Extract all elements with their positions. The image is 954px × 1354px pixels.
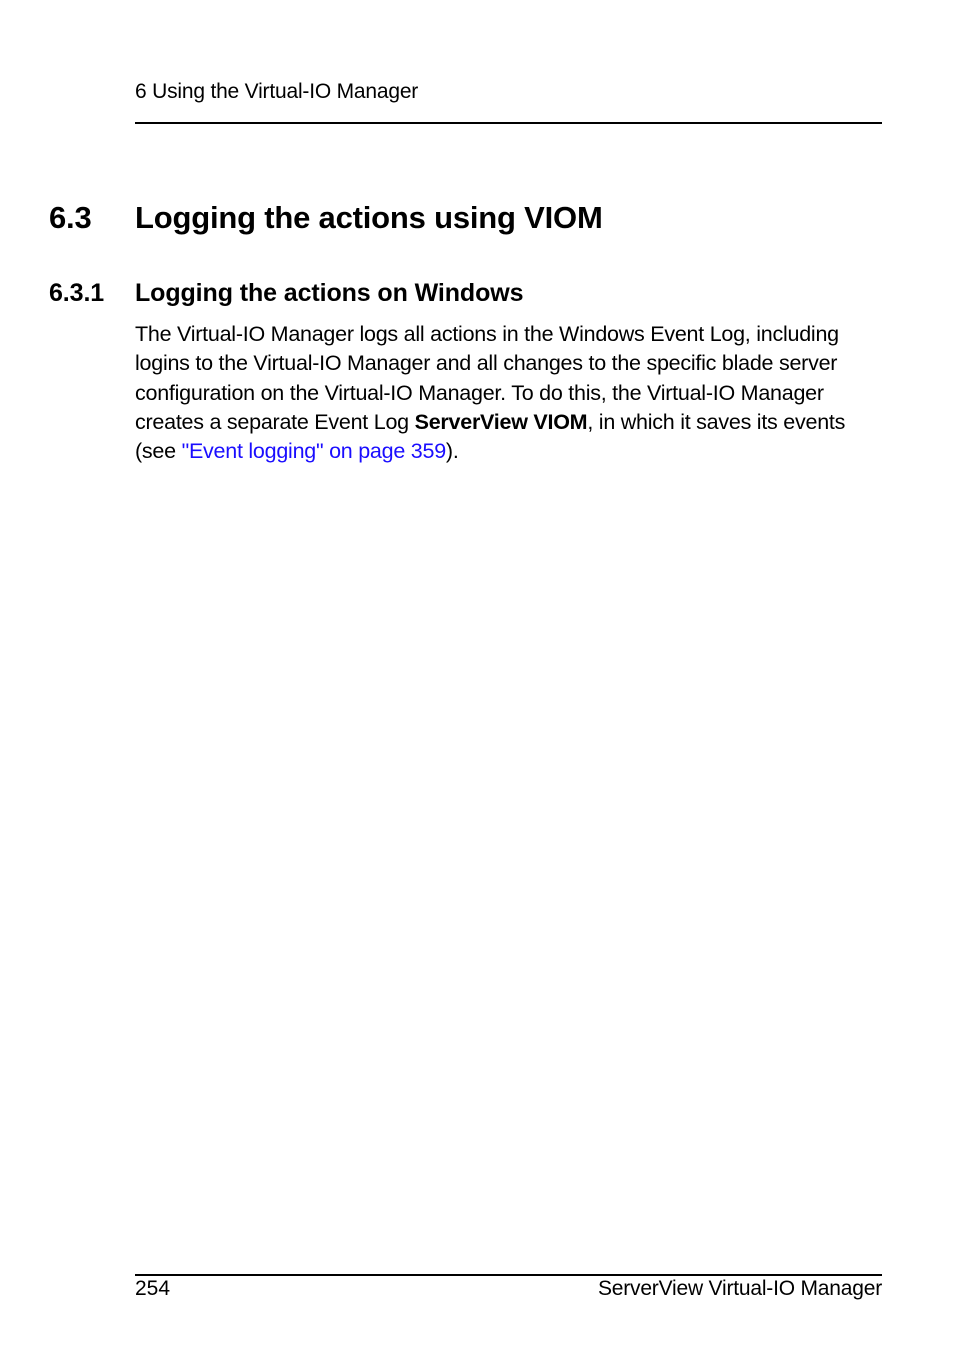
section-number: 6.3 — [49, 200, 92, 235]
subsection-number: 6.3.1 — [49, 279, 105, 307]
event-logging-link[interactable]: "Event logging" on page 359 — [181, 439, 446, 464]
subsection-title: Logging the actions on Windows — [135, 279, 524, 307]
section-title: Logging the actions using VIOM — [135, 200, 603, 235]
subsection-heading — [49, 277, 889, 309]
body-text-part-1: The Virtual-IO Manager logs all actions in the Windows Event Log, including logins to the Virtual-IO Manager and all changes to the specific blade server configuration on the Virtual-IO Manager. To do this, the Virtual-IO Manager creates a separate Event Log — [135, 322, 839, 434]
body-paragraph — [135, 320, 887, 466]
bold-term: ServerView VIOM — [414, 409, 588, 434]
body-text-part-3: ). — [445, 439, 459, 464]
page-number: 254 — [135, 1277, 171, 1300]
section-heading — [49, 198, 889, 238]
running-header: 6 Using the Virtual-IO Manager — [135, 80, 419, 103]
footer-product-title: ServerView Virtual-IO Manager — [597, 1277, 882, 1300]
header-rule — [135, 122, 882, 124]
body-text-part-2: , in which it saves its events (see — [135, 409, 846, 464]
